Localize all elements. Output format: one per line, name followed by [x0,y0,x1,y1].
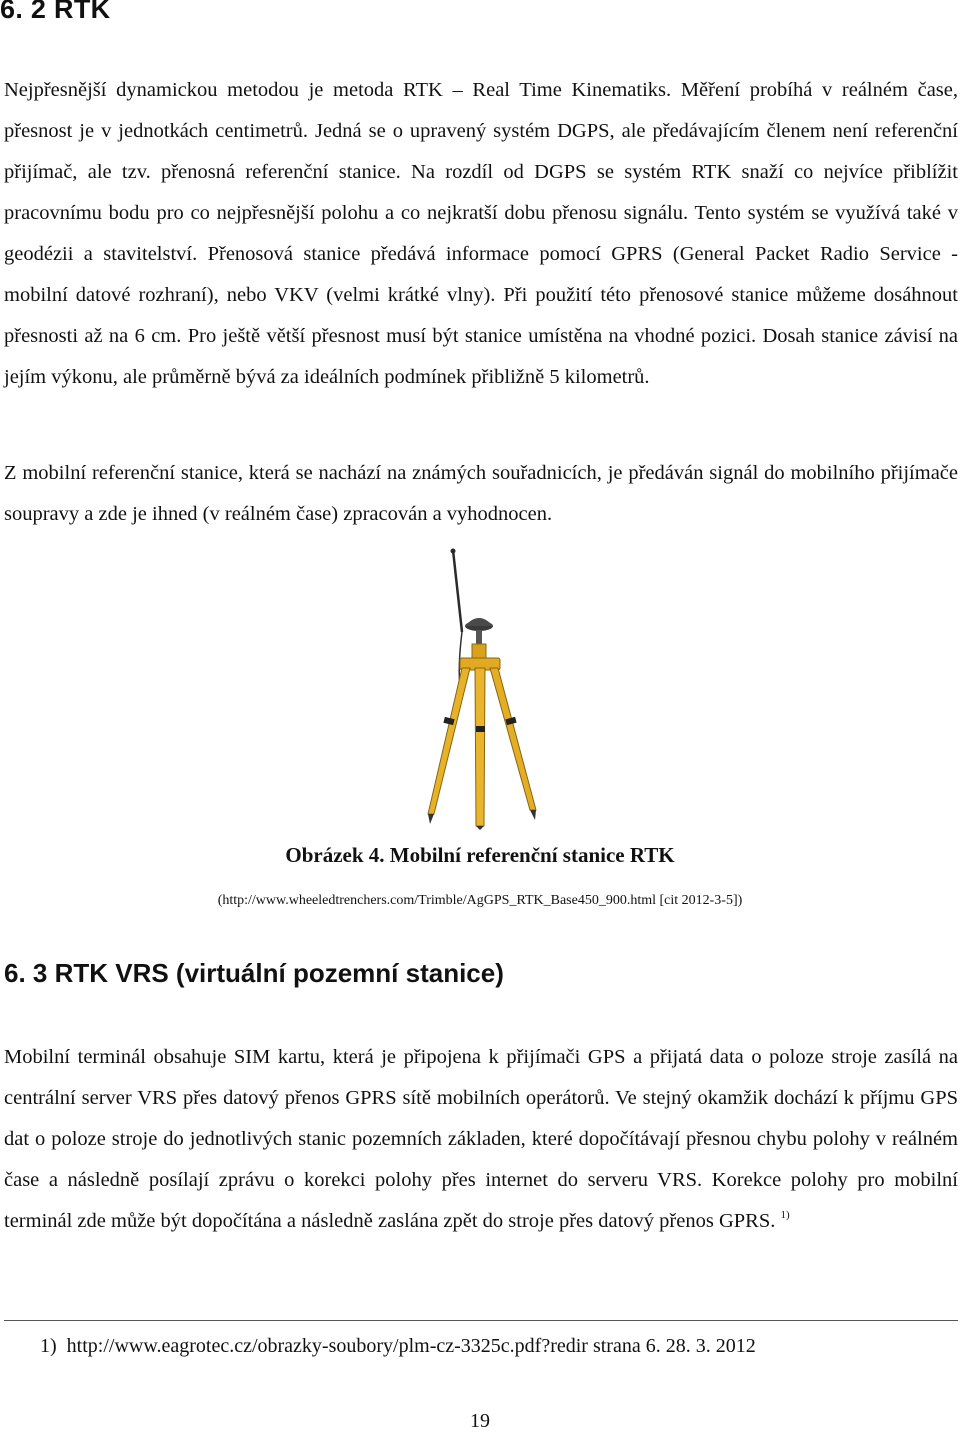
footnote-reference: 1) [780,1209,790,1221]
page-number: 19 [470,1410,490,1432]
rtk-tripod-image [400,548,560,830]
figure-source: (http://www.wheeledtrenchers.com/Trimble/AgGPS_RTK_Base450_900.html [cit 2012-3-5]) [217,893,743,908]
paragraph-mobile-station: Z mobilní referenční stanice, která se nachází na známých souřadnicích, je předáván signál do mobilního přijímače soupravy a zde je ihned (v reálném čase) zpracován a vyhodnocen. [4,462,958,525]
paragraph-rtk-description: Nejpřesnější dynamickou metodou je metoda RTK – Real Time Kinematiks. Měření probíhá v reálném čase, přesnost je v jednotkách centimetrů. Jedná se o upravený systém DGPS, ale předávajícím členem není referenční přijímač, ale tzv. přenosná referenční stanice. Na rozdíl od DGPS se systém RTK snaží co nejvíce přiblížit pracovnímu bodu pro co nejpřesnější polohu a co nejkratší dobu přenosu signálu. Tento systém se využívá také v geodézii a stavitelství. Přenosová stanice předává informace pomocí GPRS (General Packet Radio Service - mobilní datové rozhraní), nebo VKV (velmi krátké vlny). Při použití této přenosové stanice můžeme dosáhnout přesnosti až na 6 cm. Pro ještě větší přesnost musí být stanice umístěna na vhodné pozici. Dosah stanice závisí na jejím výkonu, ale průměrně bývá za ideálních podmínek přibližně 5 kilometrů. [4,79,958,388]
section-heading-rtk: 6. 2 RTK [0,0,111,24]
footnote [40,1335,756,1358]
paragraph-vrs-text: Mobilní terminál obsahuje SIM kartu, která je připojena k přijímači GPS a přijatá data o poloze stroje zasílá na centrální server VRS přes datový přenos GPRS sítě mobilních operátorů. Ve stejný okamžik dochází k příjmu GPS dat o poloze stroje do jednotlivých stanic pozemních základen, které dopočítávají přesnou chybu polohy v reálném čase a následně posílají zprávu o korekci polohy přes internet do serveru VRS. Korekce polohy pro mobilní terminál zde může být dopočítána a následně zaslána zpět do stroje přes datový přenos GPRS. [4,1046,958,1232]
footnote-marker: 1) [40,1335,57,1357]
paragraph-vrs-description [4,1037,958,1242]
footnote-divider [4,1320,958,1321]
footnote-text: http://www.eagrotec.cz/obrazky-soubory/plm-cz-3325c.pdf?redir strana 6. 28. 3. 2012 [66,1335,756,1357]
figure-caption: Obrázek 4. Mobilní referenční stanice RTK [285,843,675,867]
section-heading-rtk-vrs: 6. 3 RTK VRS (virtuální pozemní stanice) [4,958,504,988]
